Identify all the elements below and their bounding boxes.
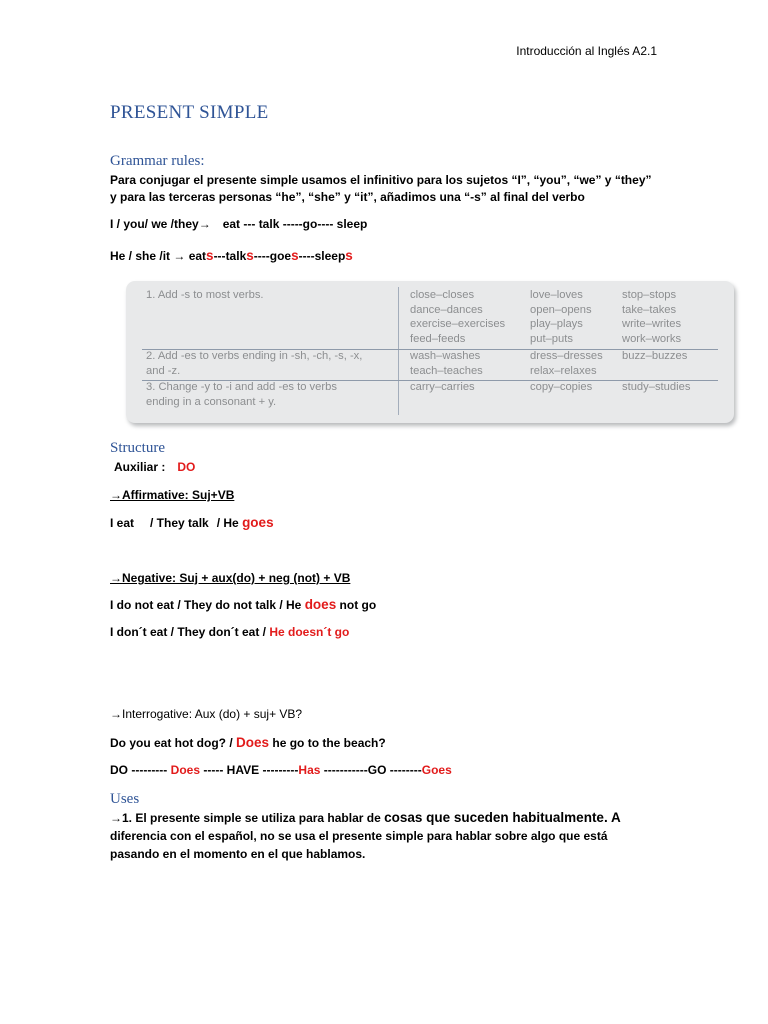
aff-ex-1: I eat xyxy=(110,516,135,530)
neg-ex1-aux: does xyxy=(304,597,337,612)
rule-text: 1. Add -s to most verbs. xyxy=(146,289,264,301)
example-verb: copy–copies xyxy=(530,381,593,393)
uses-1c: . A xyxy=(603,810,621,825)
singular-verb-stem: talk xyxy=(225,249,247,263)
int-ex-aux: Does xyxy=(236,735,270,750)
example-verb: work–works xyxy=(622,332,682,345)
vf-sep2: ----------- xyxy=(323,763,368,777)
uses-line-2: diferencia con el español, no se usa el presente simple para hablar sobre algo que está xyxy=(110,829,608,843)
vf-go: GO -------- xyxy=(367,763,422,777)
uses-line-3: pasando en el momento en el que hablamos. xyxy=(110,847,366,861)
interrogative-example xyxy=(110,735,386,750)
singular-verb-stem: eat xyxy=(188,249,207,263)
int-ex-a: Do you eat hot dog? / xyxy=(110,736,233,750)
affirmative-example xyxy=(110,515,274,530)
singular-s-ending: s xyxy=(206,248,214,263)
negative-title: →Negative: Suj + aux(do) + neg (not) + VB xyxy=(110,571,351,585)
vf-goes: Goes xyxy=(421,763,452,777)
vf-have: HAVE --------- xyxy=(226,763,299,777)
auxiliar-label: Auxiliar : xyxy=(114,460,166,474)
spelling-rules-table xyxy=(126,281,734,423)
header-course: Introducción al Inglés A2.1 xyxy=(516,44,657,58)
int-ex-c: he go to the beach? xyxy=(272,736,386,750)
neg-ex2-b: He doesn´t go xyxy=(269,625,350,639)
example-verb: play–plays xyxy=(530,318,583,330)
example-verb: open–opens xyxy=(530,303,592,316)
example-verb: buzz–buzzes xyxy=(622,350,688,362)
grammar-intro-2: y para las terceras personas “he”, “she” y “it”, añadimos una “-s” al final del verbo xyxy=(110,190,585,204)
aff-ex-2: / They talk xyxy=(150,516,209,530)
rule-text: 3. Change -y to -i and add -es to verbs xyxy=(146,381,337,393)
singular-separator: --- xyxy=(213,249,226,263)
vf-has: Has xyxy=(298,763,321,777)
uses-line-1 xyxy=(110,810,621,825)
singular-verbs xyxy=(189,249,353,263)
singular-conjugation xyxy=(110,248,353,263)
neg-ex1-c: not go xyxy=(339,598,377,612)
example-verb: dress–dresses xyxy=(530,350,603,362)
aff-ex-verb: goes xyxy=(242,515,274,530)
vf-does: Does xyxy=(170,763,200,777)
singular-separator: ---- xyxy=(298,249,315,263)
verb-forms-line xyxy=(110,763,452,777)
grammar-intro-1: Para conjugar el presente simple usamos el infinitivo para los sujetos “I”, “you”, “we” y “they” xyxy=(110,173,652,187)
example-verb: relax–relaxes xyxy=(530,364,597,377)
example-verb: dance–dances xyxy=(410,303,483,316)
example-verb: write–writes xyxy=(622,318,682,330)
page-title: PRESENT SIMPLE xyxy=(110,102,269,123)
example-verb: close–closes xyxy=(410,289,475,301)
example-verb: carry–carries xyxy=(410,381,475,393)
auxiliar-value: DO xyxy=(177,460,196,474)
singular-verb-stem: sleep xyxy=(314,249,346,263)
neg-ex1-a: I do not eat / They do not talk / He xyxy=(110,598,302,612)
vf-do: DO --------- xyxy=(110,763,168,777)
rule-text: and -z. xyxy=(146,364,181,377)
interrogative-title: →Interrogative: Aux (do) + suj+ VB? xyxy=(110,707,303,721)
neg-ex2-a: I don´t eat / They don´t eat / xyxy=(110,625,266,639)
plural-subjects: I / you/ we /they→ xyxy=(110,217,211,231)
uses-1a: →1. El presente simple se utiliza para hablar de xyxy=(110,811,381,825)
singular-s-ending: s xyxy=(291,248,299,263)
structure-heading: Structure xyxy=(110,440,165,456)
uses-heading: Uses xyxy=(110,791,140,807)
table-divider xyxy=(398,287,399,415)
auxiliar-line xyxy=(114,460,195,474)
uses-1b: cosas que suceden habitualmente xyxy=(384,810,604,825)
example-verb: put–puts xyxy=(530,332,573,345)
example-verb: take–takes xyxy=(622,303,677,316)
plural-verbs: eat --- talk -----go---- sleep xyxy=(222,217,368,231)
example-verb: study–studies xyxy=(622,381,691,393)
example-verb: feed–feeds xyxy=(410,332,466,345)
example-verb: teach–teaches xyxy=(410,364,483,377)
singular-s-ending: s xyxy=(246,248,254,263)
grammar-heading: Grammar rules: xyxy=(110,153,205,169)
rule-text: ending in a consonant + y. xyxy=(146,395,277,408)
singular-separator: ---- xyxy=(253,249,270,263)
example-verb: stop–stops xyxy=(622,289,677,301)
singular-s-ending: s xyxy=(345,248,353,263)
example-verb: love–loves xyxy=(530,289,583,301)
singular-verb-stem: goe xyxy=(269,249,292,263)
plural-conjugation xyxy=(110,217,367,231)
example-verb: wash–washes xyxy=(410,350,481,362)
rule-text: 2. Add -es to verbs ending in -sh, -ch, -s, -x, xyxy=(146,350,363,362)
negative-example-1 xyxy=(110,597,376,612)
aff-ex-3: / He xyxy=(216,516,239,530)
negative-example-2 xyxy=(110,625,349,639)
vf-sep1: ----- xyxy=(203,763,224,777)
affirmative-title: →Affirmative: Suj+VB xyxy=(110,488,235,502)
example-verb: exercise–exercises xyxy=(410,318,506,330)
singular-subjects: He / she /it → xyxy=(110,249,186,263)
